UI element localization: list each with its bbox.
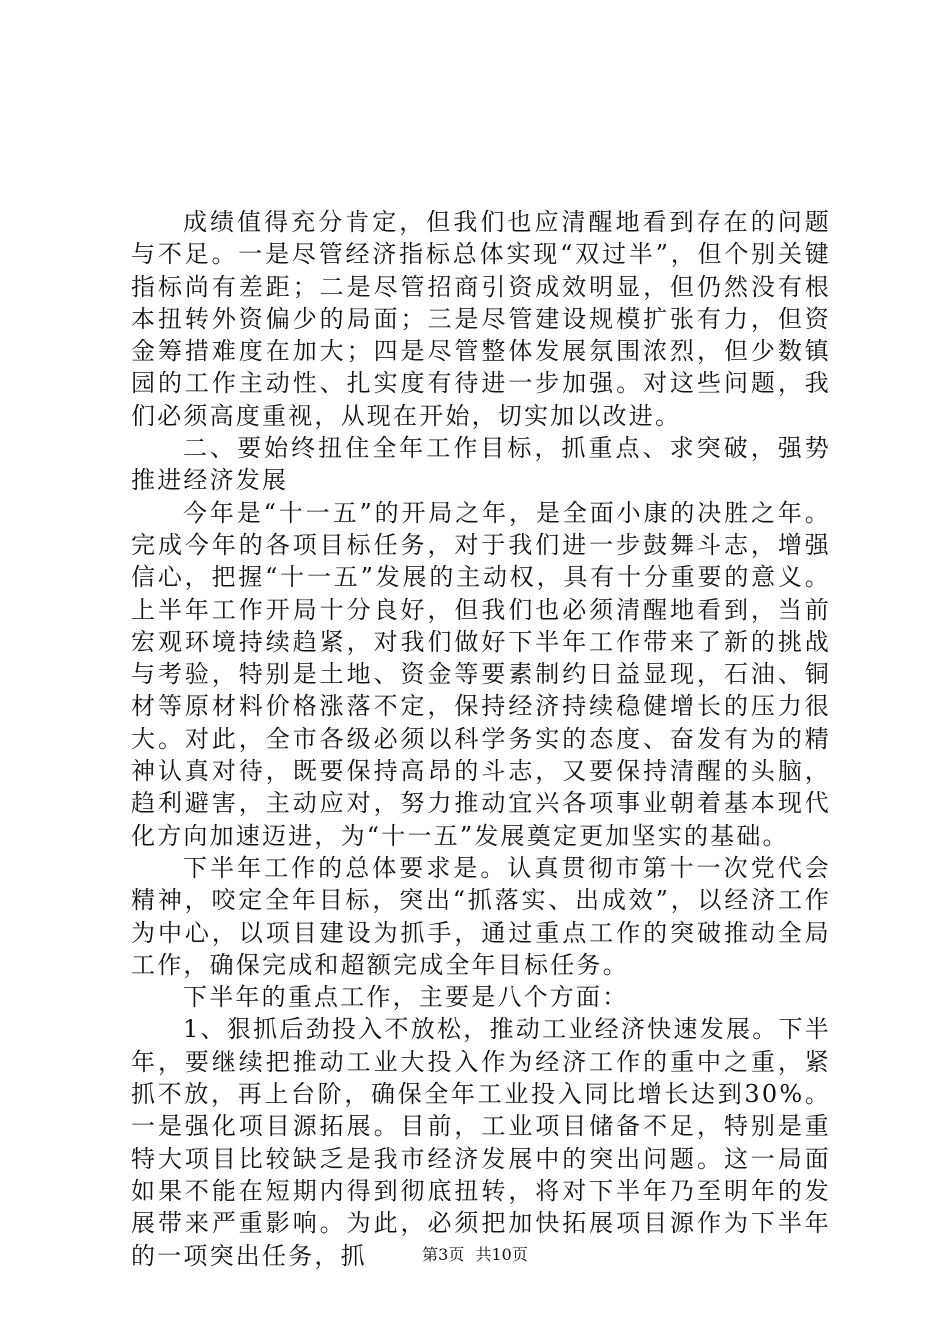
- section-heading: 二、要始终扭住全年工作目标，抓重点、求突破，强势推进经济发展: [131, 434, 831, 495]
- document-body: [131, 206, 831, 1272]
- page-number: 第3页: [422, 1245, 465, 1264]
- paragraph: 成绩值得充分肯定，但我们也应清醒地看到存在的问题与不足。一是尽管经济指标总体实现“双过半”，但个别关键指标尚有差距；二是尽管招商引资成效明显，但仍然没有根本扭转外资偏少的局面；三是尽管建设规模扩张有力，但资金筹措难度在加大；四是尽管整体发展氛围浓烈，但少数镇园的工作主动性、扎实度有待进一步加强。对这些问题，我们必须高度重视，从现在开始，切实加以改进。: [131, 208, 831, 430]
- paragraph: 今年是“十一五”的开局之年，是全面小康的决胜之年。完成今年的各项目标任务，对于我们进一步鼓舞斗志，增强信心，把握“十一五”发展的主动权，具有十分重要的意义。上半年工作开局十分良好，但我们也必须清醒地看到，当前宏观环境持续趋紧，对我们做好下半年工作带来了新的挑战与考验，特别是土地、资金等要素制约日益显现，石油、铜材等原材料价格涨落不定，保持经济持续稳健增长的压力很大。对此，全市各级必须以科学务实的态度、奋发有为的精神认真对待，既要保持高昂的斗志，又要保持清醒的头脑，趋利避害，主动应对，努力推动宜兴各项事业朝着基本现代化方向加速迈进，为“十一五”发展奠定更加坚实的基础。: [131, 498, 831, 850]
- paragraph: 下半年工作的总体要求是。认真贯彻市第十一次党代会精神，咬定全年目标，突出“抓落实、出成效”，以经济工作为中心，以项目建设为抓手，通过重点工作的突破推动全局工作，确保完成和超额完成全年目标任务。: [131, 853, 831, 979]
- paragraph: 下半年的重点工作，主要是八个方面：: [183, 983, 629, 1012]
- page-total: 共10页: [475, 1245, 528, 1264]
- paragraph: 1、狠抓后劲投入不放松，推动工业经济快速发展。下半年，要继续把推动工业大投入作为经济工作的重中之重，紧抓不放，再上台阶，确保全年工业投入同比增长达到30%。一是强化项目源拓展。目前，工业项目储备不足，特别是重特大项目比较缺乏是我市经济发展中的突出问题。这一局面如果不能在短期内得到彻底扭转，将对下半年乃至明年的发展带来严重影响。为此，必须把加快拓展项目源作为下半年的一项突出任务，抓: [131, 1015, 831, 1270]
- page-footer: [0, 1242, 950, 1265]
